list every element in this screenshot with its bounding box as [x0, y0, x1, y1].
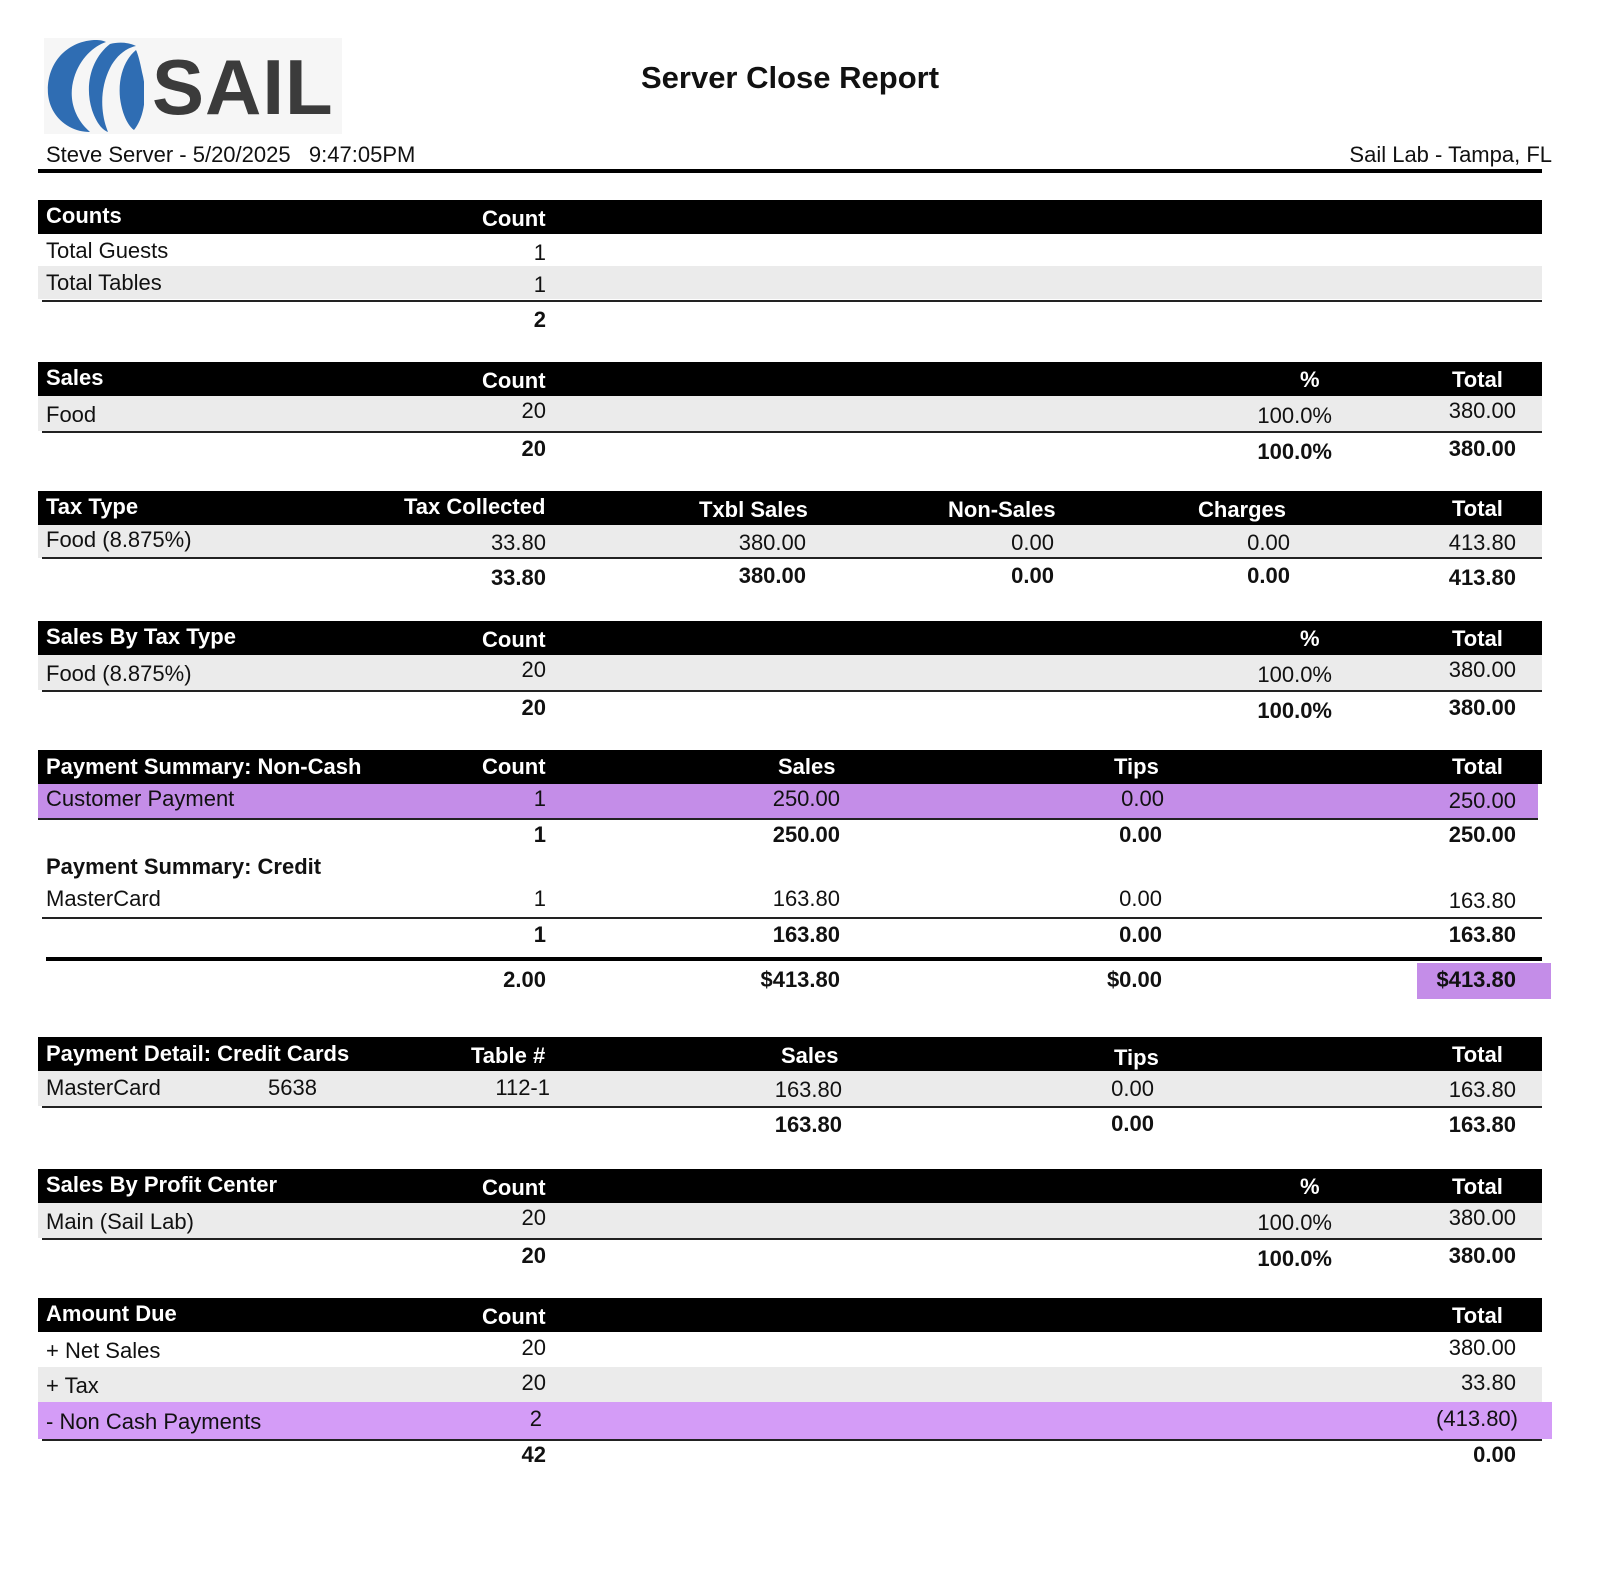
- sales-header: [38, 362, 1542, 396]
- row-sales: 250.00: [772, 786, 840, 811]
- total-percent: 100.0%: [1257, 439, 1332, 464]
- row-total: 413.80: [1448, 530, 1516, 555]
- col-sales-by-tax-type: Sales By Tax Type: [46, 624, 236, 649]
- row-count: 1: [533, 240, 546, 265]
- row-total: 250.00: [1448, 788, 1516, 813]
- col-percent: %: [1300, 626, 1320, 651]
- total-count: 1: [533, 822, 546, 847]
- total-txbl-sales: 380.00: [738, 563, 806, 588]
- col-total: Total: [1452, 626, 1503, 651]
- row-sales: 163.80: [772, 886, 840, 911]
- col-payment-summary: Payment Summary: Non-Cash: [46, 754, 362, 779]
- col-total: Total: [1452, 1303, 1503, 1328]
- grand-total: $413.80: [1436, 967, 1516, 992]
- col-count: Count: [482, 627, 546, 652]
- row-count: 1: [533, 886, 546, 911]
- logo-wordmark: SAIL: [152, 43, 334, 131]
- col-count: Count: [482, 1175, 546, 1200]
- total-sales: 163.80: [774, 1112, 842, 1137]
- table-row: [38, 1332, 1542, 1367]
- total-amount: 163.80: [1448, 922, 1516, 947]
- tax-header: [38, 491, 1542, 525]
- col-charges: Charges: [1198, 497, 1287, 522]
- col-total: Total: [1452, 1042, 1503, 1067]
- total-amount: 380.00: [1448, 695, 1516, 720]
- table-row: [38, 1367, 1542, 1402]
- profit-center-header: [38, 1169, 1542, 1203]
- col-tax-type: Tax Type: [46, 494, 139, 519]
- payment-detail-total-row: [38, 1108, 1542, 1140]
- table-row: [38, 234, 1542, 267]
- col-percent: %: [1300, 1174, 1320, 1199]
- row-label: + Net Sales: [46, 1338, 161, 1363]
- credit-subtitle: Payment Summary: Credit: [46, 854, 322, 879]
- row-tips: 0.00: [1121, 786, 1164, 811]
- col-tips: Tips: [1114, 754, 1159, 779]
- row-label: Customer Payment: [46, 786, 235, 811]
- location: Sail Lab - Tampa, FL: [1349, 142, 1552, 167]
- row-count: 20: [521, 1335, 546, 1360]
- col-tax-collected: Tax Collected: [404, 494, 546, 519]
- report-title: Server Close Report: [640, 60, 940, 95]
- total-percent: 100.0%: [1257, 698, 1332, 723]
- total-charges: 0.00: [1247, 563, 1290, 588]
- row-percent: 100.0%: [1257, 403, 1332, 428]
- row-txbl-sales: 380.00: [738, 530, 806, 555]
- row-label: Main (Sail Lab): [46, 1209, 194, 1234]
- row-tips: 0.00: [1119, 886, 1162, 911]
- row-total: 163.80: [1448, 1077, 1516, 1102]
- total-amount: 380.00: [1448, 1243, 1516, 1268]
- col-total: Total: [1452, 1174, 1503, 1199]
- total-sales: 163.80: [772, 922, 840, 947]
- amount-due-header: [38, 1298, 1542, 1332]
- row-label: + Tax: [46, 1373, 99, 1398]
- grand-tips: $0.00: [1106, 967, 1162, 992]
- row-count: 20: [521, 1370, 546, 1395]
- col-txbl-sales: Txbl Sales: [699, 497, 808, 522]
- tax-total-row: [38, 560, 1542, 592]
- total-tax-collected: 33.80: [490, 565, 546, 590]
- col-total: Total: [1452, 754, 1503, 779]
- divider: [42, 300, 1542, 302]
- col-count: Count: [482, 206, 546, 231]
- total-tips: 0.00: [1119, 822, 1162, 847]
- payment-summary-header: [38, 750, 1542, 784]
- col-count: Count: [482, 1304, 546, 1329]
- col-non-sales: Non-Sales: [948, 497, 1056, 522]
- row-non-sales: 0.00: [1011, 530, 1054, 555]
- row-total: 380.00: [1448, 1205, 1516, 1230]
- grand-sales: $413.80: [760, 967, 840, 992]
- col-sales: Sales: [781, 1043, 839, 1068]
- col-sales: Sales: [778, 754, 836, 779]
- table-row: [38, 884, 1542, 917]
- row-count: 20: [521, 398, 546, 423]
- server-datetime: Steve Server - 5/20/2025 9:47:05PM: [46, 142, 416, 167]
- row-total: 163.80: [1448, 888, 1516, 913]
- col-count: Count: [482, 368, 546, 393]
- row-label: Food: [46, 402, 97, 427]
- total-count: 1: [533, 922, 546, 947]
- row-label: Total Tables: [46, 270, 162, 295]
- total-sales: 250.00: [772, 822, 840, 847]
- row-total: 380.00: [1448, 1335, 1516, 1360]
- grand-total-divider: [46, 957, 1542, 961]
- col-sales: Sales: [46, 365, 104, 390]
- col-payment-detail: Payment Detail: Credit Cards: [46, 1041, 350, 1066]
- row-count: 1: [533, 272, 546, 297]
- row-sales: 163.80: [774, 1077, 842, 1102]
- total-amount: 380.00: [1448, 436, 1516, 461]
- amount-due-total-row: [38, 1438, 1542, 1470]
- row-percent: 100.0%: [1257, 1210, 1332, 1235]
- row-count: 2: [529, 1406, 542, 1431]
- profit-center-total-row: [38, 1239, 1542, 1271]
- row-charges: 0.00: [1247, 530, 1290, 555]
- total-count: 20: [521, 1243, 546, 1268]
- row-count: 20: [521, 1205, 546, 1230]
- table-row: [38, 1071, 1542, 1106]
- col-profit-center: Sales By Profit Center: [46, 1172, 278, 1197]
- header-divider: [38, 169, 1542, 173]
- row-card-last4: 5638: [268, 1075, 317, 1100]
- col-percent: %: [1300, 367, 1320, 392]
- row-table-number: 112-1: [495, 1075, 550, 1100]
- table-row: [38, 396, 1542, 431]
- total-non-sales: 0.00: [1011, 563, 1054, 588]
- table-row: [38, 266, 1542, 299]
- col-table-number: Table #: [471, 1043, 546, 1068]
- row-percent: 100.0%: [1257, 662, 1332, 687]
- counts-header: [38, 200, 1542, 234]
- col-total: Total: [1452, 496, 1503, 521]
- row-total: 33.80: [1460, 1370, 1516, 1395]
- payment-detail-header: [38, 1037, 1542, 1071]
- table-row: [38, 655, 1542, 690]
- table-row: [38, 525, 1542, 558]
- row-label: MasterCard: [46, 886, 161, 911]
- total-count: 20: [521, 436, 546, 461]
- row-label: Food (8.875%): [46, 527, 192, 552]
- total-tips: 0.00: [1111, 1111, 1154, 1136]
- grand-count: 2.00: [503, 967, 546, 992]
- counts-total-row: [38, 303, 1542, 335]
- total-count: 42: [521, 1442, 546, 1467]
- col-counts: Counts: [46, 203, 122, 228]
- row-label: MasterCard: [46, 1075, 161, 1100]
- row-label: Total Guests: [46, 238, 169, 263]
- row-tips: 0.00: [1111, 1076, 1154, 1101]
- col-count: Count: [482, 754, 546, 779]
- row-label: - Non Cash Payments: [46, 1409, 262, 1434]
- row-total: 380.00: [1448, 398, 1516, 423]
- row-count: 1: [533, 786, 546, 811]
- col-total: Total: [1452, 367, 1503, 392]
- total-amount: 0.00: [1473, 1442, 1516, 1467]
- row-tax-collected: 33.80: [490, 530, 546, 555]
- row-total: (413.80): [1436, 1406, 1518, 1431]
- table-row: [38, 1402, 1552, 1439]
- total-tips: 0.00: [1119, 922, 1162, 947]
- row-total: 380.00: [1448, 657, 1516, 682]
- col-tips: Tips: [1114, 1045, 1159, 1070]
- total-amount: 413.80: [1448, 565, 1516, 590]
- divider: [42, 557, 1542, 559]
- noncash-total-row: [38, 818, 1542, 850]
- payment-grand-total-row: [38, 964, 1542, 996]
- total-count: 20: [521, 695, 546, 720]
- col-amount-due: Amount Due: [46, 1301, 177, 1326]
- row-label: Food (8.875%): [46, 661, 192, 686]
- sales-total-row: [38, 432, 1542, 464]
- row-count: 20: [521, 657, 546, 682]
- total-amount: 163.80: [1448, 1112, 1516, 1137]
- table-row: [38, 784, 1538, 818]
- table-row: [38, 1203, 1542, 1238]
- credit-total-row: [38, 918, 1542, 950]
- total-percent: 100.0%: [1257, 1246, 1332, 1271]
- sales-by-tax-type-header: [38, 621, 1542, 655]
- total-count: 2: [533, 307, 546, 332]
- sales-by-tax-type-total-row: [38, 691, 1542, 723]
- total-amount: 250.00: [1448, 822, 1516, 847]
